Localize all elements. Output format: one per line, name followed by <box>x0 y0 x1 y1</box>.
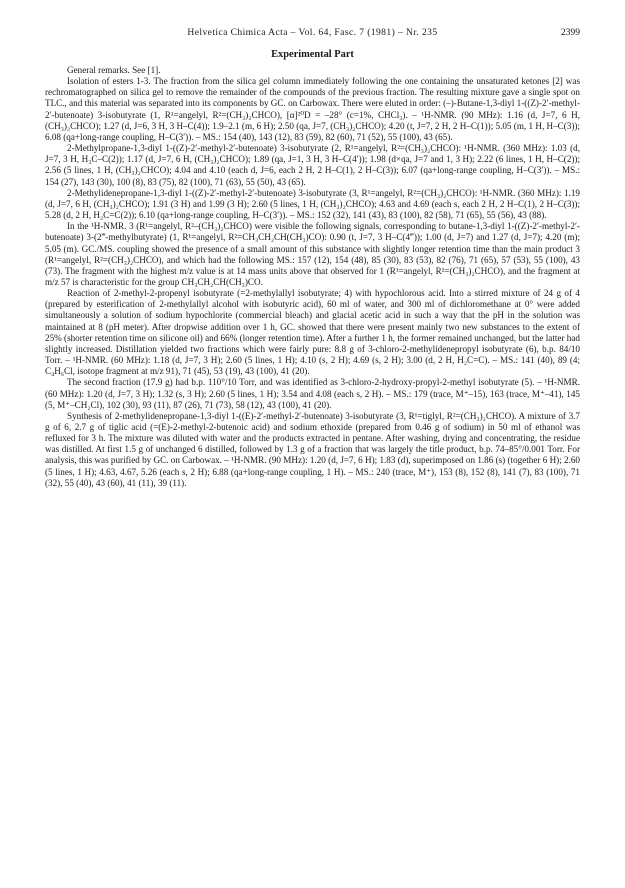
paragraph-nmr-discussion: In the ¹H-NMR. 3 (R¹=angelyl, R²–(CH₃)₂CHCO) were visible the following signals, corresponding to butane-1,3-diyl 1-((Z)-2′-methyl-2′-butenoate) 3-(2‴-methylbutyrate) (1, R¹=angelyl, R²=CH₃CH₂CH(CH₃)CO): 0.90 (t, J=7, 3 H–C(4‴)); 1.00 (d, J=7) and 1.27 (d, J=7); 4.20 (m); 5.05 (m). GC./MS. coupling showed the presence of a small amount of this substance with slightly longer retention time than the main product 3 (R¹=angelyl, R²=(CH₃)₂CHCO), and which had the following MS.: 157 (12), 154 (48), 85 (30), 83 (53), 82 (76), 71 (65), 57 (53), 55 (100), 43 (73). The fragment with the highest m/z value is at 14 mass units above that observed for 1 (R¹=angelyl, R²=(CH₃)₂CHCO), and the fragment at m/z 57 is characteristic for the group CH₃CH₂CH(CH₃)CO. <box>45 221 580 287</box>
running-head-text: Helvetica Chimica Acta – Vol. 64, Fasc. 7 (1981) – Nr. 235 <box>187 27 438 38</box>
page-number: 2399 <box>560 27 580 38</box>
paragraph-isolation-of-esters: Isolation of esters 1-3. The fraction from the silica gel column immediately following the one containing the unsaturated ketones [2] was rechromatographed on silica gel to remove the remainder of the compounds of the previous fraction. The resulting mixture gave a single spot on TLC., and this material was separated into its components by GC. on Carbowax. There were eluted in order: (–)-Butane-1,3-diyl 1-((Z)-2′-methyl-2′-butenoate) 3-isobutyrate (1, R¹=angelyl, R²=(CH₃)₂CHCO), [α]²⁰D = –28° (c=1%, CHCl₃). – ¹H-NMR. (90 MHz): 1.16 (d, J=7, 6 H, (CH₃)₂CHCO); 1.27 (d, J=6, 3 H, 3 H–C(4)); 1.9–2.1 (m, 6 H); 2.50 (qa, J=7, (CH₃)₂CHCO); 4.20 (t, J=7, 2 H, 2 H–C(1)); 5.05 (m, 1 H, H–C(3)); 6.08 (qa+long-range coupling, H–C(3′)). – MS.: 154 (40), 143 (12), 83 (59), 82 (60), 71 (52), 55 (100), 43 (65). <box>45 76 580 142</box>
paragraph-synthesis: Synthesis of 2-methylidenepropane-1,3-diyl 1-((E)-2′-methyl-2′-butenoate) 3-isobutyrate (3, R¹=tiglyl, R²=(CH₃)₂CHCO). A mixture of 3.7 g of 6, 2.7 g of tiglic acid (=(E)-2-methyl-2-butenoic acid) and sodium ethoxide (prepared from 0.46 g of sodium) in 50 ml of ethanol was refluxed for 3 h. The mixture was diluted with water and the products extracted in pentane. After washing, drying and concentrating, the residue was distilled. At first 1.5 g of unchanged 6 distilled, followed by 1.3 g of a fraction that was largely the title product, b.p. 74–85°/0.001 Torr. For analysis, this was purified by GC. on Carbowax. – ¹H-NMR. (90 MHz): 1.20 (d, J=7, 6 H); 1.83 (d), superimposed on 1.86 (s) (together 6 H); 2.60 (5 lines, 1 H); 4.63, 4.67, 5.26 (each s, 2 H); 6.88 (qa+long-range coupling, 1 H). – MS.: 240 (trace, M⁺), 153 (8), 152 (8), 141 (7), 83 (100), 71 (32), 55 (40), 43 (60), 41 (11), 39 (11). <box>45 410 580 488</box>
paragraph-compound-3: 2-Methylidenepropane-1,3-diyl 1-((Z)-2′-methyl-2′-butenoate) 3-isobutyrate (3, R¹=angelyl, R²=(CH₃)₂CHCO): ¹H-NMR. (360 MHz): 1.19 (d, J=7, 6 H, (CH₃)₂CHCO); 1.91 (3 H) and 1.99 (3 H); 2.60 (5 lines, 1 H, (CH₃)₂CHCO); 4.63 and 4.69 (each s, each 2 H, 2 H–C(1), 2 H–C(3)); 5.28 (d, 2 H, H₂C=C(2)); 6.10 (qa+long-range coupling, H–C(3′)). – MS.: 152 (32), 141 (43), 83 (100), 82 (58), 71 (65), 55 (56), 43 (88). <box>45 187 580 221</box>
section-title: Experimental Part <box>271 49 354 60</box>
running-header <box>45 26 580 40</box>
paragraph-general-remarks: General remarks. See [1]. <box>67 65 161 75</box>
paragraph-hypochlorous-reaction: Reaction of 2-methyl-2-propenyl isobutyrate (=2-methylallyl isobutyrate; 4) with hypochlorous acid. Into a stirred mixture of 24 g of 4 (prepared by esterification of 2-methylallyl alcohol with isobutyric acid), 60 ml of water, and 300 ml of dichloromethane at 0° were added simultaneously a solution of sodium hypochlorite (commercial bleach) and glacial acetic acid in such a way that the pH in the solution was maintained at 8 (pH meter). After dropwise addition over 1 h, GC. showed that there were present mainly two new substances to the extent of 25% (shorter retention time on silicone oil) and 66% (longer retention time). After a further 1 h, the former remained unchanged, but the latter had slightly increased. Distillation yielded two fractions which were fairly pure: 8.8 g of 3-chloro-2-methylidenepropyl isobutyrate (6), b.p. 84/10 Torr. – ¹H-NMR. (60 MHz): 1.18 (d, J=7, 3 H); 2.60 (5 lines, 1 H); 4.10 (s, 2 H); 4.69 (s, 2 H); 3.00 (d, 2 H, H₂C=C). – MS.: 141 (40), 89 (4; C₄H₆Cl, isotope fragment at m/z 91), 71 (45), 53 (19), 43 (100), 41 (20). <box>45 288 580 377</box>
paragraph-second-fraction: The second fraction (17.9 g) had b.p. 110°/10 Torr, and was identified as 3-chloro-2-hydroxy-propyl-2-methyl isobutyrate (5). – ¹H-NMR. (60 MHz): 1.20 (d, J=7, 3 H); 1.32 (s, 3 H); 2.60 (5 lines, 1 H); 3.54 and 4.08 (each s, 2 H). – MS.: 179 (trace, M⁺–15), 163 (trace, M⁺–41), 145 (5, M⁺–CH₂Cl), 102 (30), 93 (11), 87 (26), 71 (73), 58 (12), 43 (100), 41 (20). <box>45 377 580 410</box>
paragraph-compound-2: 2-Methylpropane-1,3-diyl 1-((Z)-2′-methyl-2′-butenoate) 3-isobutyrate (2, R¹=angelyl, R²=(CH₃)₂CHCO): ¹H-NMR. (360 MHz): 1.03 (d, J=7, 3 H, H₃C–C(2)); 1.17 (d, J=7, 6 H, (CH₃)₂CHCO); 1.89 (qa, J=1, 3 H, 3 H–C(4′)); 1.98 (d×qa, J=7 and 1, 3 H); 2.22 (6 lines, 1 H, H–C(2)); 2.56 (5 lines, 1 H, (CH₃)₂CHCO); 4.04 and 4.10 (each d, J=6, each 2 H, 2 H–C(1), 2 H–C(3)); 6.07 (qa+long-range coupling, H–C(3′)). – MS.: 154 (27), 143 (30), 100 (8), 83 (75), 82 (100), 71 (63), 55 (50), 43 (65). <box>45 143 580 187</box>
